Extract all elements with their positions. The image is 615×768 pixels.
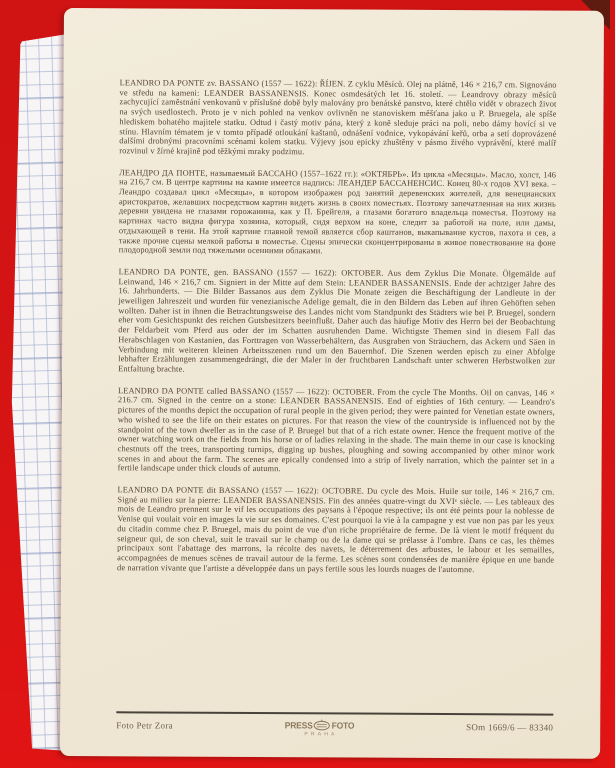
logo-text-foto: FOTO [331, 719, 355, 730]
pressfoto-emblem-icon [314, 719, 331, 731]
card-footer [116, 711, 553, 739]
caption-paragraph-french: LEANDRO DA PONTE dit BASSANO (1557 — 1622): OCTOBRE. Du cycle des Mois. Huile sur toile, 146 × 216,7 cm. Signé au milieu sur la pierre: LEANDER BASSANENSIS. Fin des années quatre-vingt du XVIᵉ siècle. — Les tableaux des mois de Leandro prennent sur le vif les occupations des paysans à l'époque respective; ils ont été peints pour la noblesse de Venise qui voulait voir en images la vie sur ses domaines. C'est pourquoi la vie à la campagne y est vue non pas par les yeux du citadin comme chez P. Bruegel, mais du point de vue d'un riche propriétaire de ferme. De là vient le motif fréquent du seigneur qui, de son cheval, suit le travail sur le champ ou de la dame qui se prélasse à l'ombre. Dans ce cas, les thèmes principaux sont l'abattage des marrons, la récolte des navets, le déterrement des arbustes, le labour et les semailles, accompagnées de menues scènes de travail autour de la ferme. Les scènes sont condensées de manière épique en une bande de narration vivante que l'artiste a développée dans un pays fertile sous les lourds nuages de l'automne. [117, 485, 555, 574]
catalog-number: SOm 1669/6 — 83340 [466, 721, 554, 733]
caption-paragraph-english: LEANDRO DA PONTE called BASSANO (1557 — 1622): OCTOBER. From the cycle The Months. Oil on canvas, 146 × 216.7 cm. Signed in the centre on a stone: LEANDER BASSANENSIS. End of eighties of 16th century. — Leandro's pictures of the months depict the occupation of rural people in the given period; they were painted for Venetian estate owners, who wished to see the life on their estates on pictures. For that reason the view of the countryside is influenced not by the standpoint of the town dweller as in the case of P. Bruegel but that of a rich estate owner. Hence the frequent motive of the owner watching work on the fields from his horse or of ladies relaxing in the shade. The main theme in our case is knocking chestnuts off the trees, transporting turnips, digging up bushes, ploughing and sowing accompanied by other minor work scenes in and about the farm. The scenes are epically condensed into a strip of lively narration, which the painter set in a fertile landscape under thick clouds of autumn. [117, 385, 556, 474]
pressfoto-logo [285, 719, 355, 738]
caption-paragraph-russian: ЛЕАНДРО ДА ПОНТЕ, называемый БАССАНО (1557–1622 гг.): «ОКТЯБРЬ». Из цикла «Месяцы». Масло, холст, 146 на 216,7 см. В центре картины на камне имеется надпись: ЛЕАНДЕР БАССАНЕНСИС. Конец 80-х годов XVI века. – Леандро создавал цикл «Месяцы», в котором изображен род занятий деревенских жителей, для венецианских аристократов, желавших посредством картин видеть жизнь в своих поместьях. Поэтому запечатленная на них жизнь деревни увидена не глазами горожанина, как у П. Брейгеля, а глазами богатого владельца поместья. Поэтому на картинах часто видна фигура хозяина, который, сидя верхом на коне, следит за работой на поле, или дамы, отдыхающей в тени. На этой картине главной темой является сбор каштанов, выкапывание кустов, пахота и сев, а также прочие сцены мелкой работы в поместье. Сцены эпически сконцентрированы в живое повествование на фоне плодородной земли под тяжелыми осенними облаками. [118, 167, 557, 256]
logo-text-press: PRESS [284, 718, 313, 730]
caption-card [60, 8, 604, 759]
caption-paragraph-german: LEANDRO DA PONTE, gen. BASSANO (1557 — 1622): OKTOBER. Aus dem Zyklus Die Monate. Ölgemälde auf Leinwand, 146 × 216,7 cm. Signiert in der Mitte auf dem Stein: LEANDER BASSANENSIS. Ende der achtziger Jahre des 16. Jahrhunderts. — Die Bilder Bassanos aus dem Zyklus Die Monate zeigen die Beschäftigung der Landleute in der jeweiligen Jahreszeit und wurden für venezianische Adelige gemalt, die in den Bildern das Leben auf ihren Gehöften sehen wollten. Daher ist in ihnen die Betrachtungsweise des Landes nicht vom Standpunkt des Städters wie bei P. Bruegel, sondern eher vom Gesichtspunkt des reichen Gutsbesitzers beeinflußt. Daher auch das häufige Motiv des Herrn bei der Beobachtung der Feldarbeit vom Pferd aus oder der im Schatten ausruhenden Dame. Wichtigste Themen sind in diesem Fall das Herabschlagen von Kastanien, das Forttragen von Wasserbehältern, das Ausgraben von Sträuchern, das Ackern und Säen in Verbindung mit weiteren kleinen Arbeitsszenen rund um den Bauernhof. Die Szenen werden episch zu einer Abfolge lebhafter Erzählungen zusammengedrängt, die der Maler in der fruchtbaren Landschaft unter schweren Herbstwolken zur Entfaltung brachte. [118, 267, 556, 374]
logo-city: PRAHA [304, 731, 338, 738]
caption-paragraph-czech: LEANDRO DA PONTE zv. BASSANO (1557 — 1622): ŘÍJEN. Z cyklu Měsíců. Olej na plátně, 146 × 216,7 cm. Signováno ve středu na kameni: LEANDER BASSANENSIS. Konec osmdesátých let 16. století. — Leandrovy obrazy měsíců zachycující zaměstnání venkovanů v příslušné době byly malovány pro benátské panstvo, které chtělo vidět v obrazech život na svých usedlostech. Proto je v nich pohled na venkov ovlivněn ne stanoviskem měšťana jako u P. Bruegela, ale spíše hlediskem bohatého majitele statku. Odtud i častý motiv pána, který z koně sleduje práci na poli, nebo dámy hovící si ve stínu. Hlavním tématem je v tomto případě otloukání kaštanů, odnášení vodnice, vykopávání keřů, orba a setí doprovázené dalšími drobnými pracovními scénami kolem statku. Výjevy jsou epicky zhuštěny v pásmo živého vyprávění, které malíř rozvinul v žírné krajině pod těžkými mraky podzimu. [119, 78, 557, 157]
photo-credit: Foto Petr Zora [116, 719, 173, 731]
